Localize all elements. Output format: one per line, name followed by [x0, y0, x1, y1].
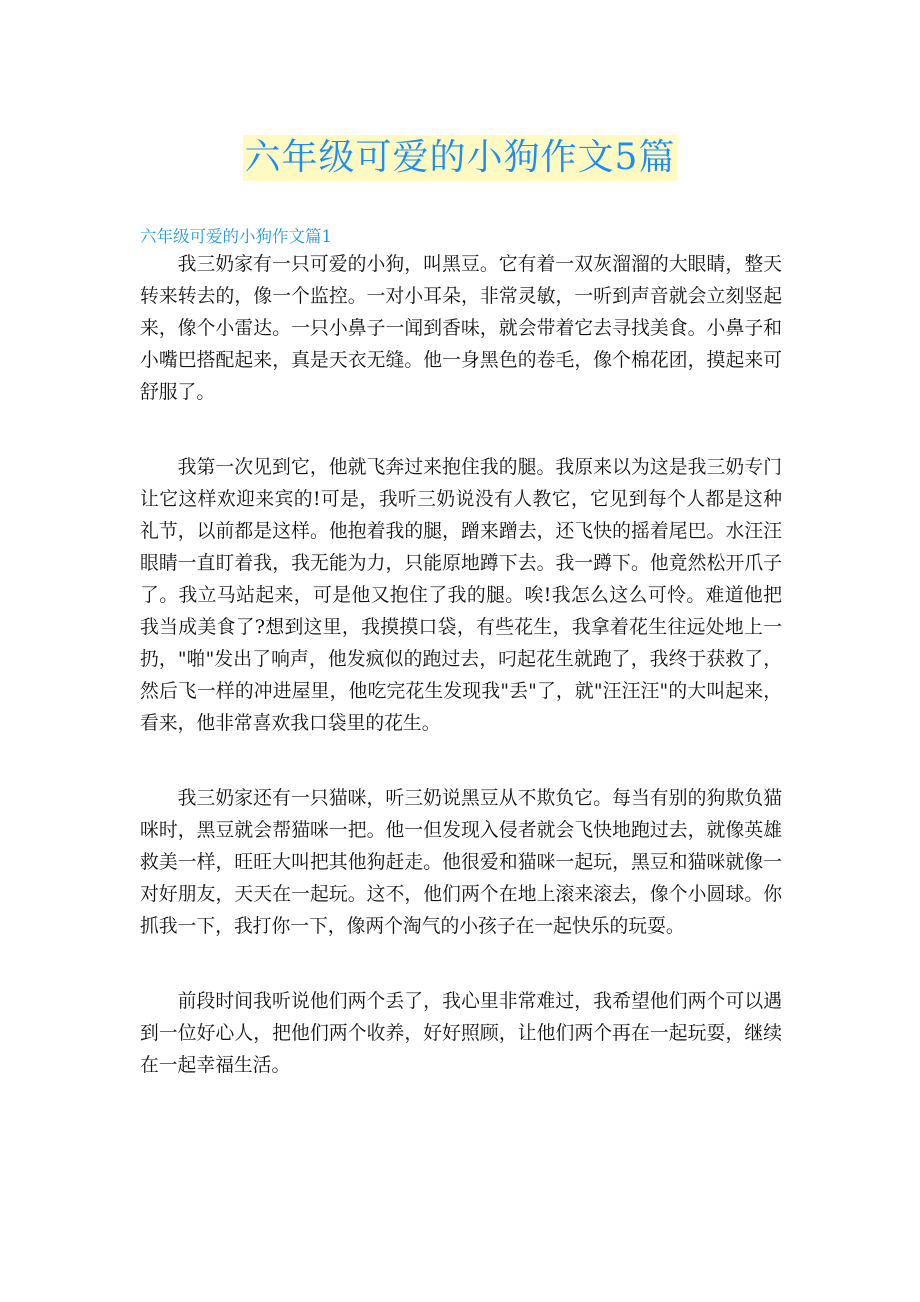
paragraph: 我三奶家还有一只猫咪，听三奶说黑豆从不欺负它。每当有别的狗欺负猫咪时，黑豆就会帮猫咪一把。他一但发现入侵者就会飞快地跑过去，就像英雄救美一样，旺旺大叫把其他狗赶走。他很爱和猫咪一起玩，黑豆和猫咪就像一对好朋友，天天在一起玩。这不，他们两个在地上滚来滚去，像个小圆球。你抓我一下，我打你一下，像两个淘气的小孩子在一起快乐的玩耍。 — [140, 788, 782, 937]
document-title: 六年级可爱的小狗作文5篇 — [243, 135, 678, 181]
section-heading: 六年级可爱的小狗作文篇1 — [140, 227, 332, 246]
document-body — [140, 249, 782, 1125]
paragraph: 我第一次见到它，他就飞奔过来抱住我的腿。我原来以为这是我三奶专门让它这样欢迎来宾的!可是，我听三奶说没有人教它，它见到每个人都是这种礼节，以前都是这样。他抱着我的腿，蹭来蹭去，还飞快的摇着尾巴。水汪汪眼睛一直盯着我，我无能为力，只能原地蹲下去。我一蹲下。他竟然松开爪子了。我立马站起来，可是他又抱住了我的腿。唉!我怎么这么可怜。难道他把我当成美食了?想到这里，我摸摸口袋，有些花生，我拿着花生往远处地上一扔，"啪"发出了响声，他发疯似的跑过去，叼起花生就跑了，我终于获救了，然后飞一样的冲进屋里，他吃完花生发现我"丢"了，就"汪汪汪"的大叫起来，看来，他非常喜欢我口袋里的花生。 — [140, 457, 782, 734]
paragraph: 前段时间我听说他们两个丢了，我心里非常难过，我希望他们两个可以遇到一位好心人，把他们两个收养，好好照顾，让他们两个再在一起玩耍，继续在一起幸福生活。 — [140, 991, 782, 1076]
paragraph: 我三奶家有一只可爱的小狗，叫黑豆。它有着一双灰溜溜的大眼睛，整天转来转去的，像一个监控。一对小耳朵，非常灵敏，一听到声音就会立刻竖起来，像个小雷达。一只小鼻子一闻到香味，就会带着它去寻找美食。小鼻子和小嘴巴搭配起来，真是天衣无缝。他一身黑色的卷毛，像个棉花团，摸起来可舒服了。 — [140, 254, 782, 403]
title-container — [0, 135, 920, 181]
